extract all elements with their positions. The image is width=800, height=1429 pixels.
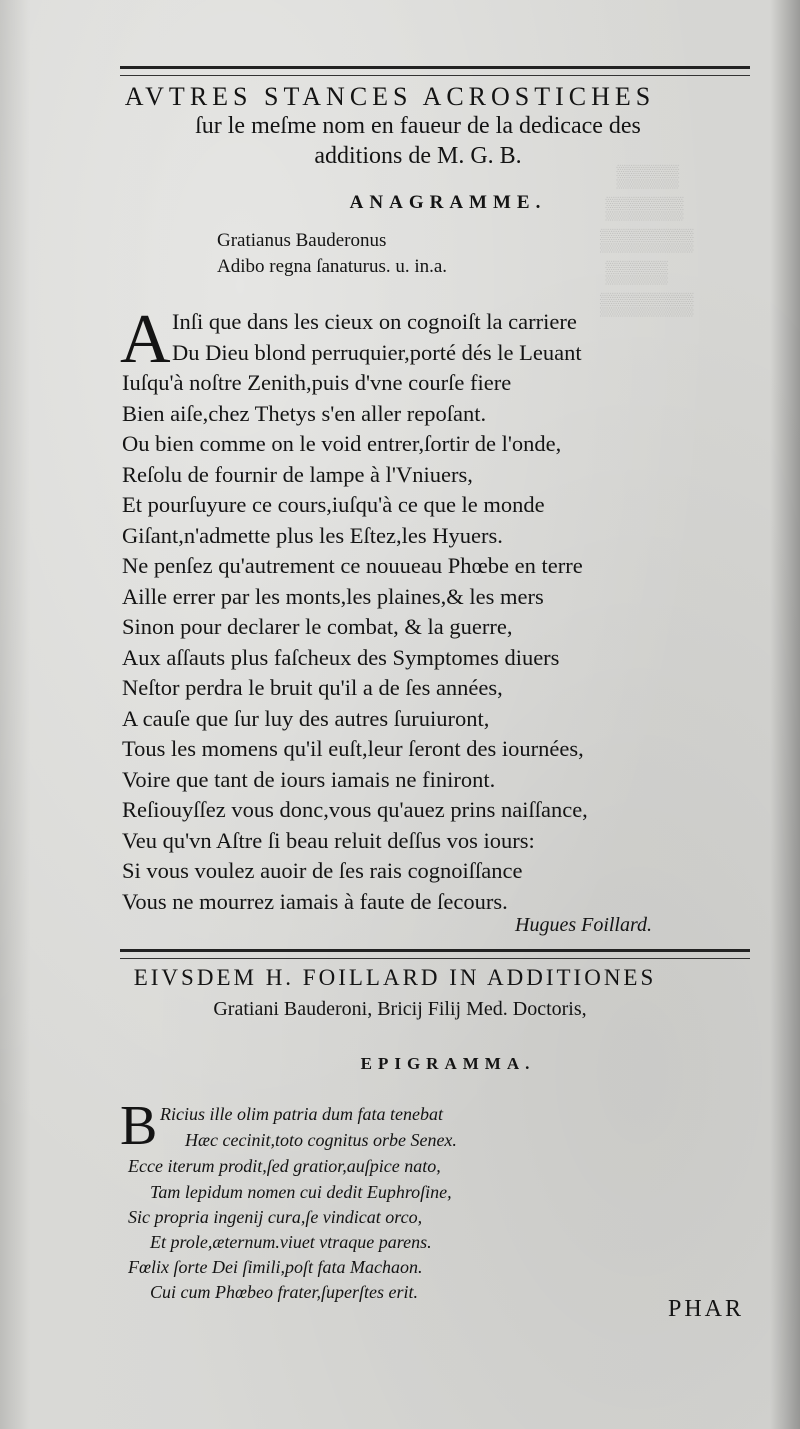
- stances-subtitle-line2: additions de M. G. B.: [314, 143, 522, 169]
- verse-line: Ne penſez qu'autrement ce nouueau Phœbe en terre: [122, 553, 583, 578]
- anagram-title: ANAGRAMME.: [349, 192, 547, 213]
- verse-line: Neſtor perdra le bruit qu'il a de ſes années,: [122, 675, 503, 700]
- verse-line: Aux aſſauts plus faſcheux des Symptomes diuers: [122, 645, 560, 670]
- verse-line: Inſi que dans les cieux on cognoiſt la carriere: [172, 309, 577, 334]
- stances-title: AVTRES STANCES ACROSTICHES: [124, 82, 656, 111]
- catchword: PHAR: [668, 1296, 745, 1322]
- verse-line: Bien aiſe,chez Thetys s'en aller repoſant.: [122, 401, 487, 426]
- verse-line: Veu qu'vn Aſtre ſi beau reluit deſſus vos iours:: [122, 828, 535, 853]
- verse-line: Vous ne mourrez iamais à faute de ſecours.: [122, 889, 508, 914]
- anagram-name: Gratianus Bauderonus: [217, 230, 387, 251]
- verse-line: Si vous voulez auoir de ſes rais cognoiſſance: [122, 858, 523, 883]
- bleed-through-texture: ▒▒▒▒ ▒▒▒▒▒ ▒▒▒▒▒▒ ▒▒▒▒ ▒▒▒▒▒▒: [600, 163, 694, 316]
- verse-line: Iuſqu'à noſtre Zenith,puis d'vne courſe fiere: [122, 370, 512, 395]
- section-divider-rule: [120, 949, 750, 959]
- verse-line: Ou bien comme on le void entrer,ſortir de l'onde,: [122, 431, 562, 456]
- epigram-title: EIVSDEM H. FOILLARD IN ADDITIONES: [133, 965, 657, 990]
- verse-line: Reſolu de fournir de lampe à l'Vniuers,: [122, 462, 473, 487]
- signature: Hugues Foillard.: [515, 914, 653, 936]
- verse-line: Reſiouyſſez vous donc,vous qu'auez prins naiſſance,: [122, 797, 588, 822]
- verse-line: Sinon pour declarer le combat, & la guerre,: [122, 614, 513, 639]
- stances-drop-cap: A: [120, 301, 171, 378]
- epigram-label: EPIGRAMMA.: [360, 1054, 536, 1073]
- epigram-subtitle: Gratiani Bauderoni, Bricij Filij Med. Doctoris,: [213, 998, 587, 1020]
- verse-line: Fœlix ſorte Dei ſimili,poſt fata Machaon.: [128, 1257, 423, 1277]
- epigram-drop-cap: B: [120, 1095, 158, 1157]
- verse-line: Hæc cecinit,toto cognitus orbe Senex.: [185, 1130, 457, 1150]
- verse-line: Ricius ille olim patria dum fata tenebat: [160, 1104, 443, 1124]
- stances-subtitle-line1: ſur le meſme nom en faueur de la dedicace des: [195, 113, 641, 139]
- verse-line: Cui cum Phœbeo frater,ſuperſtes erit.: [150, 1282, 418, 1302]
- verse-line: Tous les momens qu'il euſt,leur ſeront des iournées,: [122, 736, 584, 761]
- verse-line: Aille errer par les monts,les plaines,& les mers: [122, 584, 544, 609]
- anagram-solution: Adibo regna ſanaturus. u. in.a.: [217, 256, 448, 277]
- verse-line: Voire que tant de iours iamais ne finiront.: [122, 767, 496, 792]
- verse-line: Sic propria ingenij cura,ſe vindicat orco,: [128, 1207, 423, 1227]
- verse-line: Giſant,n'admette plus les Eſtez,les Hyuers.: [122, 523, 503, 548]
- verse-line: Du Dieu blond perruquier,porté dés le Leuant: [172, 340, 582, 365]
- verse-line: Ecce iterum prodit,ſed gratior,auſpice nato,: [128, 1156, 441, 1176]
- verse-line: A cauſe que ſur luy des autres ſuruiuront,: [122, 706, 490, 731]
- verse-line: Et prole,æternum.viuet vtraque parens.: [150, 1232, 432, 1252]
- header-rule: [120, 66, 750, 76]
- verse-line: Tam lepidum nomen cui dedit Euphroſine,: [150, 1182, 452, 1202]
- verse-line: Et pourſuyure ce cours,iuſqu'à ce que le monde: [122, 492, 545, 517]
